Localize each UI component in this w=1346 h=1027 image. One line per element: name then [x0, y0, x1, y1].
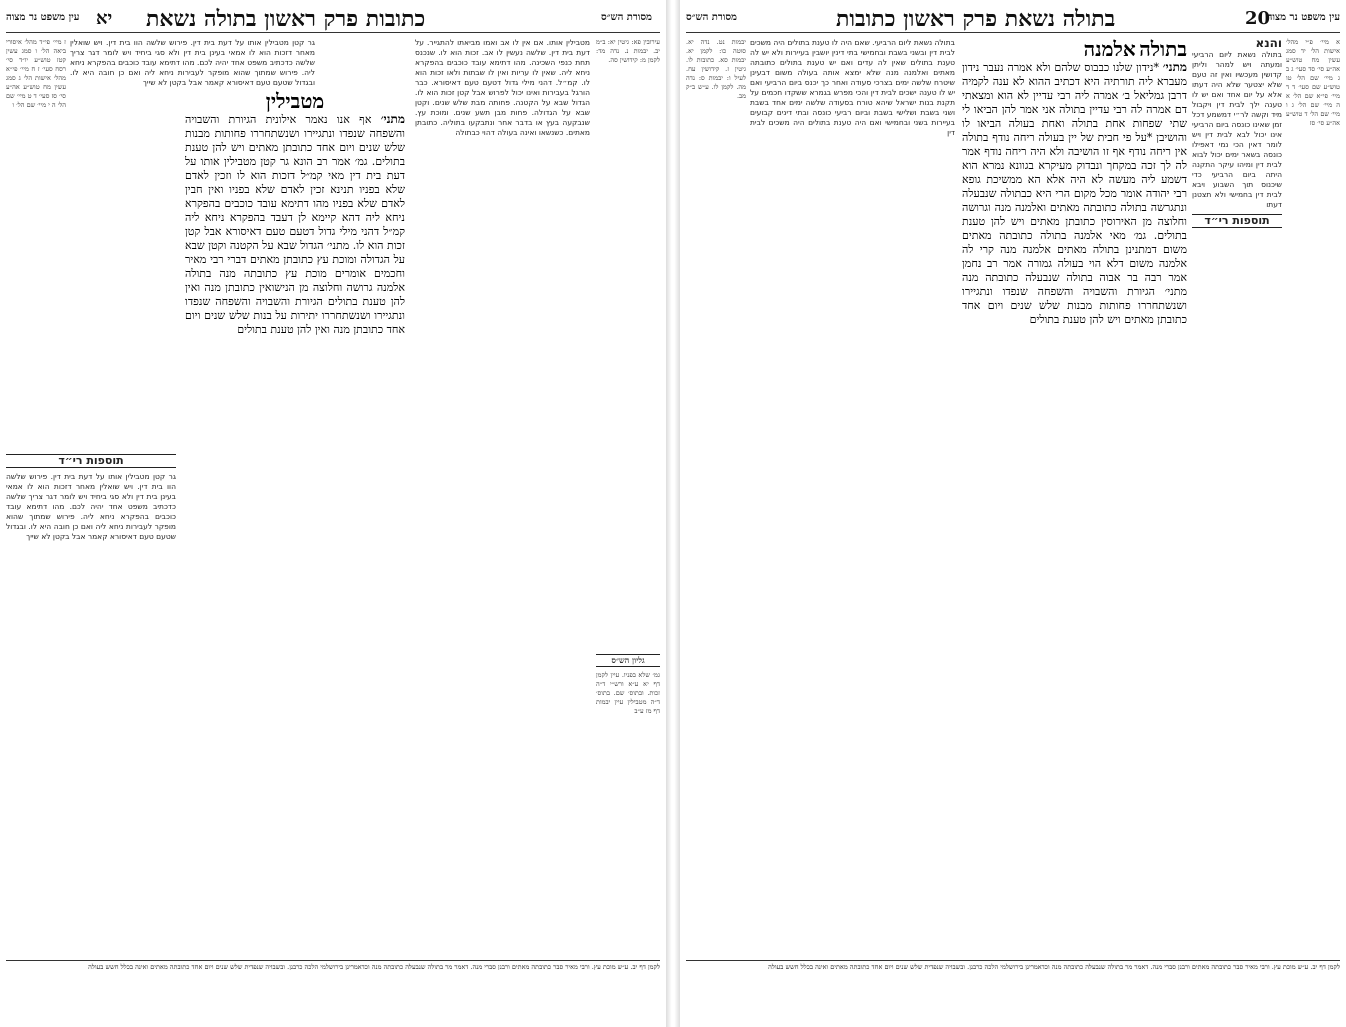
right-footnote-text: לקמן דף יב. ע״ש מוכת עץ. ורבי מאיר סבר כתובתה מאתים ורבנן סברי מנה. דאמר מר בתולה שנבעלה כתובתה מנה וכדאמרינן בירושלמי הלכה כרבנן. ובשבויה שנפדית שלש שנים ויום אחד כתובתה מאתים ואינה בכלל חשש בעולה	[768, 963, 1340, 971]
right-masoret-text: יבמות נט. נדה יא. סוטה כו: לקמן יא. יבמות סא. כתובות לו. גיטין ז. קידושין עח. לעיל ו: יבמות ס: נדה מה. לקמן לו. ע״ש ב״ק מב.	[686, 38, 746, 100]
left-gilyon-column	[596, 650, 660, 920]
right-gemara-text: *נידון שלנו כבבוס שלהם ולא אמרה נעבר נידון מעברא ליה תורתיה היא דכתיב ההוא לא ענה לקמיה דרבן גמליאל ב׳ אמרה ליה רבי עדיין לא הוא ומצאתי דם אמרה לה רבי עדיין בתולה אני אמר להן הביאו לי שתי שפחות אחת בתולה ואחת בעולה הביאו לו והושיבן *על פי חבית של יין בעולה ריחה נודף בתולה אין ריחה נודף אף זו הושיבה ולא היה ריחה נודף אמר לה לך זכה במקחך ונבדוק מעיקרא בגוונא נמרא הוא דשמע ליה מעשה לא היה אלא הא ממשיכת גופא רבי יהודה אומר מכל מקום הרי היא כבתולה שנבעלה ונתגרשה בתולה כתובתה מאתים ואלמנה מנה וגרושה וחלוצה מן האירוסין כתובתן מאתים ויש להן טענת בתולים. גמ׳ מאי אלמנה בתולה כתובתה מאתים משום דמתנינן בתולה מאתים אלמנה מנה קרי לה אלמנה משום דלא הוי בעולה גמורה אמר רב נחמן אמר רבה בר אבוה בתולה שנבעלה כתובתה מנה מתני׳ הגיורת והשבויה והשפחה שנפדו ונתגיירו ושנשתחררו פחותות מבנות שלש שנים ויום אחד כתובתן מאתים ויש להן טענת בתולים	[962, 61, 1187, 326]
right-opening-word-2: אלמנה	[1083, 38, 1136, 61]
right-rashi-text: בתולה נשאת ליום הרביעי. שאם היה לו טענת בתולים היה משכים לבית דין ובשני בשבת ובחמישי בתי דינין יושבין בעיירות ולא יש לה טענת בתולים שאין לה עדים ואם יש טענת בתולים כתובתה מאתים ואלמנה מנה שלא ימצא אותה בעולה משום דבעינן שיטרח שלשה ימים בצרכי סעודה ואחר כך יכנס ביום הרביעי ואם יש לו טענה ישכים לבית דין והכי מפרש בגמרא ששקדו חכמים על תקנת בנות ישראל שיהא טורח בסעודה שלשה ימים אחד בשבת ושני בשבת ושלישי בשבת וביום רביעי כונסה ובתי דינים קבועים בעיירות בשני ובחמישי ואם היה טענת בתולים היה משכים לבית דין	[750, 38, 955, 137]
left-rashi-text: מטבילין אותו. אם אין לו אב ואמו מביאתו להתגייר. על דעת בית דין. שלשה נעשין לו אב. זכות הוא לו. שנכנס תחת כנפי השכינה. מהו דתימא עובד כוכבים בהפקרא ניחא ליה. שאין לו עריות ואין לו שבתות ולאו זכות הוא לו. קמ״ל. דהני מילי גדול דטעם טעם דאיסורא. כבר הורגל בעבירות ואינו יכול לפרוש אבל קטן זכות הוא לו. הגדול שבא על הקטנה. פחותה מבת שלש שנים. וקטן שבא על הגדולה. פחות מבן תשע שנים. ומוכת עץ. שנבקעה בעץ או בדבר אחר ונתבקעו בתוליה. כתובתן מאתים. כשנשאו ואינה בעולה דהוי כבתולה	[415, 38, 590, 137]
left-masoret-text: עירובין פא: גיטין יא: ב״מ יב. יבמות נ. נדה מד: לקמן מ: קידושין סה.	[596, 38, 660, 64]
right-rashi-column	[750, 38, 955, 918]
left-rashi-column	[415, 38, 590, 918]
right-ein-mishpat-column	[1286, 38, 1340, 918]
left-label-mishnah: מתני׳	[380, 112, 405, 126]
left-footnotes	[6, 960, 660, 1023]
left-gemara-column	[185, 90, 405, 850]
right-ein-mishpat-label: עין משפט נר מצוה	[1266, 12, 1340, 23]
right-header	[686, 6, 1340, 33]
left-footnote-text: לקמן דף יב. ע״ש מוכת עץ. ורבי מאיר סבר כתובתה מאתים ורבנן סברי מנה. דאמר מר בתולה שנבעלה כתובתה מנה וכדאמרינן בירושלמי הלכה כרבנן. ובשבויה שנפדית שלש שנים ויום אחד כתובתה מאתים ואינה בכלל חשש בעולה	[88, 963, 660, 971]
right-tosafot-text: בתולה נשאת ליום הרביעי ומעתה ויש למהר וליתן קדושין מעכשיו ואין זה טעם שלא יצטער שלא היה דעתו אלא על יום אחד ואם יש לו טענה ילך לבית דין ויקבול מיד וקשה לר״י דמשמע דכל זמן שאינו כונסה ביום הרביעי אינו יכול לבא לבית דין ויש לומר דאין הכי נמי דאפילו כונסה בשאר ימים יכול לבוא לבית דין ומיהו עיקר התקנה היתה ביום הרביעי כדי שיכנוס תוך השבוע ויבא לבית דין בחמישי ולא תצטנן דעתו	[1192, 50, 1282, 209]
right-opening-word: בתולה	[1139, 38, 1187, 61]
left-tosafot-text: גר קטן מטבילין אותו על דעת בית דין. פירוש שלשה הוו בית דין. ויש שואלין מאחר דזכות הוא לו אמאי בעינן בית דין ולא סגי ביחיד ויש לומר דגר צריך שלשה כדכתיב משפט אחד יהיה לכם. מהו דתימא עובד כוכבים בהפקרא ניחא ליה. פירוש שמתוך שהוא מופקר לעבירות ניחא ליה ואם כן חובה היא לו. ובגדול שטעם טעם דאיסורא קאמר אבל בקטן לא שייך	[70, 38, 315, 87]
right-masoret-column	[686, 38, 746, 918]
left-page-number: יא	[96, 8, 113, 29]
left-masoret-column	[596, 38, 660, 638]
right-gemara-column	[962, 38, 1187, 918]
left-ein-mishpat-text: ז מיי׳ פי״ד מהל׳ איסורי ביאה הל׳ ו סמג עשין קטז טוש״ע יו״ד סי׳ רסח סעי׳ ז ח מיי׳ פי״א מהל׳ אישות הל׳ ג סמג עשין מח טוש״ע אה״ע סי׳ סז סעי׳ ד ט מיי׳ שם הל׳ ה י מיי׳ שם הל׳ ו	[6, 38, 66, 109]
right-page-title: בתולה נשאת פרק ראשון כתובות	[836, 6, 1116, 32]
right-footnotes	[686, 960, 1340, 1023]
left-gilyon-text: גמ׳ שלא בפניו. עיין לקמן דף יא ע״א ורש״י ד״ה זכות. ובתוס׳ שם. בתוס׳ ד״ה מטבילין עיין יבמות דף מז ע״ב	[596, 671, 660, 715]
left-page-title: כתובות פרק ראשון בתולה נשאת	[146, 6, 426, 32]
right-page	[680, 0, 1346, 1027]
right-tosafot-column	[1192, 38, 1282, 918]
right-tosafot-rid-heading: תוספות רי״ד	[1192, 214, 1282, 228]
right-label-mishnah: מתני׳	[1162, 60, 1187, 74]
right-page-number: 20	[1244, 8, 1270, 29]
left-ein-mishpat-label: עין משפט נר מצוה	[6, 12, 80, 23]
left-tosafot-rid-heading: תוספות רי״ד	[6, 454, 176, 468]
left-ein-mishpat-column	[6, 38, 66, 438]
left-header	[6, 6, 660, 33]
left-tosafot-rid-column	[6, 450, 176, 950]
left-page	[0, 0, 667, 1027]
left-gemara-text: אף אנו נאמר אילונית הגיורת והשבויה והשפחה שנפדו ונתגיירו ושנשתחררו פחותות מבנות שלש שנים ויום אחד כתובתן מאתים ויש להן טענת בתולים. גמ׳ אמר רב הונא גר קטן מטבילין אותו על דעת בית דין מאי קמ״ל דזכות הוא לו וזכין לאדם שלא בפניו תנינא זכין לאדם שלא בפניו ואין חבין לאדם שלא בפניו מהו דתימא עובד כוכבים בהפקרא ניחא ליה דהא קיימא לן דעבד בהפקרא ניחא ליה קמ״ל דהני מילי גדול דטעם טעם דאיסורא אבל קטן זכות הוא לו. מתני׳ הגדול שבא על הקטנה וקטן שבא על הגדולה ומוכת עץ כתובתן מאתים דברי רבי מאיר וחכמים אומרים מוכת עץ כתובתה מנה בתולה אלמנה גרושה וחלוצה מן הנישואין כתובתן מנה ואין להן טענת בתולים הגיורת והשבויה והשפחה שנפדו ונתגיירו ושנשתחררו יתירות על בנות שלש שנים ויום אחד כתובתן מנה ואין להן טענת בתולים	[185, 113, 405, 336]
left-opening-word: מטבילין	[265, 90, 325, 113]
book-gutter	[666, 0, 680, 1027]
right-masoret-label: מסורת הש״ס	[686, 12, 737, 23]
right-ein-mishpat-text: א מיי׳ פ״י מהל׳ אישות הל׳ יד סמג עשין מח טוש״ע אה״ע סי׳ סד סעי׳ ג ב ג מיי׳ שם הל׳ טו טוש״ע שם סעי׳ ד ד מיי׳ פי״א שם הל׳ א ה מיי׳ שם הל׳ ג ו מיי׳ שם הל׳ ד טוש״ע אה״ע סי׳ סז	[1286, 38, 1340, 127]
right-tosafot-opening-word: והנא	[1255, 38, 1282, 50]
left-masoret-label: מסורת הש״ס	[601, 12, 652, 23]
left-tosafot-rid-text: גר קטן מטבילין אותו על דעת בית דין. פירוש שלשה הוו בית דין. ויש שואלין מאחר דזכות הוא לו אמאי בעינן בית דין ולא סגי ביחיד ויש לומר דגר צריך שלשה כדכתיב משפט אחד יהיה לכם. מהו דתימא עובד כוכבים בהפקרא ניחא ליה. פירוש שמתוך שהוא מופקר לעבירות ניחא ליה ואם כן חובה היא לו. ובגדול שטעם טעם דאיסורא קאמר אבל בקטן לא שייך	[6, 472, 176, 541]
left-gilyon-heading: גליון הש״ס	[596, 654, 660, 667]
